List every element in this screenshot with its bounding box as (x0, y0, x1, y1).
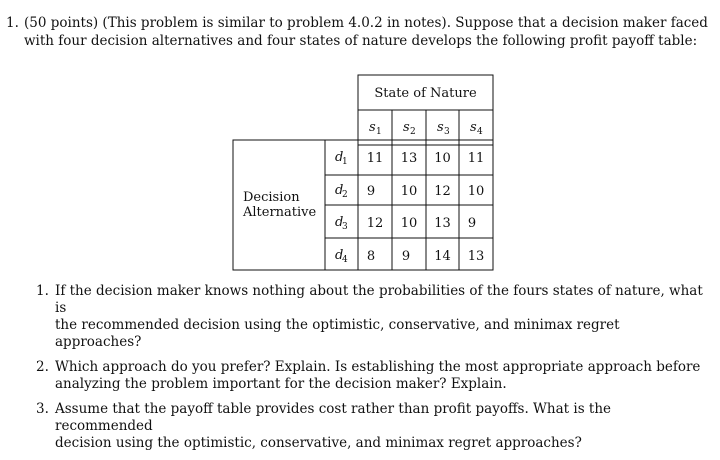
decision-alternative-label-1: Decision (243, 190, 300, 205)
svg-text:d: d (335, 215, 344, 230)
problem-number: 1. (6, 15, 19, 31)
problem-line-1: 1. (50 points) (This problem is similar to problem 4.0.2 in notes). Suppose that a decision maker faced (6, 15, 708, 31)
state-s2 (403, 120, 416, 137)
cell-d3-s3: 13 (434, 216, 451, 231)
cell-d3-s2: 10 (400, 216, 418, 231)
state-s4 (470, 120, 483, 137)
cell-d1-s1: 11 (366, 151, 384, 166)
cell-d4-s3: 14 (434, 249, 451, 264)
cell-d4-s4: 13 (467, 249, 485, 264)
svg-text:1: 1 (376, 127, 382, 137)
svg-text:d: d (335, 248, 344, 263)
state-s3 (437, 120, 450, 137)
cell-d1-s2: 13 (400, 151, 418, 166)
svg-text:3: 3 (444, 127, 450, 137)
state-s1 (369, 120, 382, 137)
question-number: 1. (36, 283, 49, 299)
cell-d2-s1: 9 (366, 184, 376, 199)
cell-d2-s3: 12 (434, 184, 451, 199)
state-of-nature-header: State of Nature (374, 86, 477, 101)
svg-text:s: s (437, 120, 444, 135)
question-list (36, 283, 708, 460)
question-3: 3. Assume that the payoff table provides cost rather than profit payoffs. What is the recommended decision using the optimistic, conservative, and minimax regret approaches? (36, 401, 612, 451)
svg-text:s: s (369, 120, 376, 135)
decision-alternative-label-2: Alternative (243, 205, 317, 220)
svg-text:2: 2 (342, 190, 348, 200)
question-number: 2. (36, 359, 49, 375)
cell-d2-s4: 10 (467, 184, 485, 199)
cell-d2-s2: 10 (400, 184, 418, 199)
svg-text:s: s (403, 120, 410, 135)
cell-d1-s3: 10 (434, 151, 451, 166)
decision-d1 (335, 150, 348, 167)
cell-d4-s1: 8 (366, 249, 376, 264)
cell-d3-s4: 9 (467, 216, 477, 231)
problem-line-2: with four decision alternatives and four states of nature develops the following profit payoff table: (24, 33, 698, 49)
svg-text:s: s (470, 120, 477, 135)
svg-text:2: 2 (410, 127, 416, 137)
svg-text:d: d (335, 150, 344, 165)
decision-d3 (335, 215, 348, 232)
decision-d2 (335, 183, 348, 200)
question-number: 3. (36, 401, 49, 417)
svg-text:1: 1 (342, 157, 348, 167)
question-2: 2. Which approach do you prefer? Explain. Is establishing the most appropriate approach before analyzing the problem important for the decision maker? Explain. (36, 359, 701, 392)
cell-d4-s2: 9 (401, 249, 411, 264)
svg-text:4: 4 (342, 255, 348, 265)
question-1: 1. If the decision maker knows nothing about the probabilities of the fours states of nature, what is the recommended decision using the optimistic, conservative, and minimax regret approaches? (36, 283, 703, 350)
svg-text:4: 4 (477, 127, 483, 137)
cell-d3-s1: 12 (366, 216, 384, 231)
cell-d1-s4: 11 (467, 151, 485, 166)
svg-text:3: 3 (342, 222, 348, 232)
svg-text:d: d (335, 183, 344, 198)
decision-d4 (335, 248, 348, 265)
